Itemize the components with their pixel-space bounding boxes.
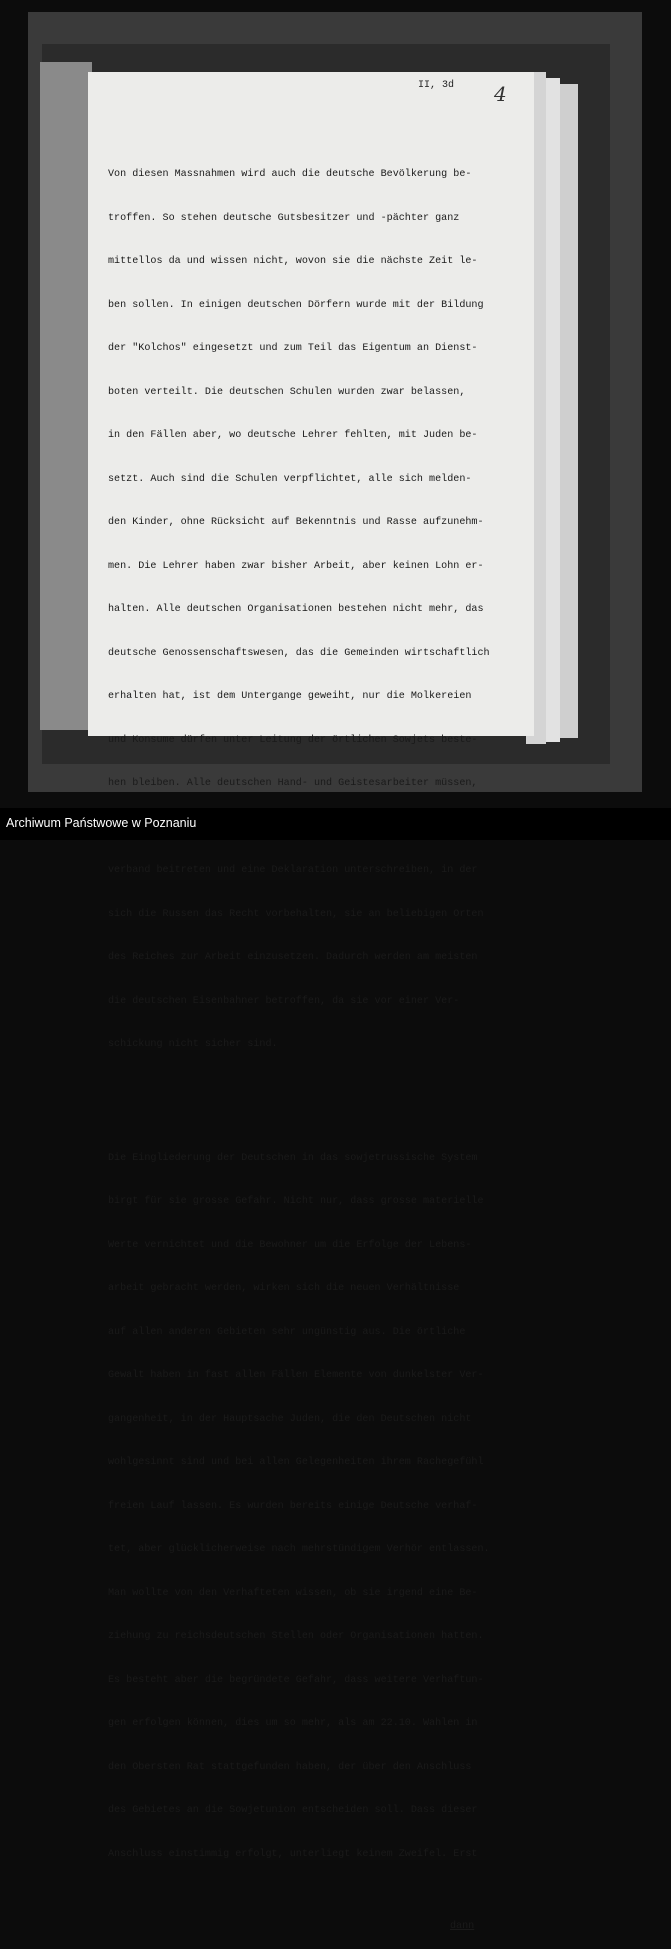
text-line: mittellos da und wissen nicht, wovon sie die nächste Zeit le- [108, 256, 478, 267]
text-line: auf allen anderen Gebieten sehr ungünstig aus. Die örtliche [108, 1326, 466, 1338]
text-line: setzt. Auch sind die Schulen verpflichtet, alle sich melden- [108, 473, 472, 485]
text-line: sich die Russen das Recht vorbehalten, sie an beliebigen Orten [108, 908, 484, 920]
text-line: arbeit gebracht werden, wirken sich die neuen Verhältnisse [108, 1283, 460, 1294]
text-line: Werte vernichtet und die Bewohner um die Erfolge der Lebens- [108, 1239, 472, 1251]
text-line: Gewalt haben in fast allen Fällen Elemente von dunkelster Ver- [108, 1370, 484, 1381]
text-line: freien Lauf lassen. Es wurden bereits einige Deutsche verhaf- [108, 1500, 478, 1512]
text-line: troffen. So stehen deutsche Gutsbesitzer und -pächter ganz [108, 212, 460, 224]
text-line: Es besteht aber die begründete Gefahr, dass weitere Verhaftun- [108, 1674, 484, 1686]
text-line: tet, aber glücklicherweise nach mehrstündigem Verhör entlassen. [108, 1544, 490, 1555]
text-line: deutsche Genossenschaftswesen, das die Gemeinden wirtschaftlich [108, 647, 490, 659]
text-line: Anschluss einstimmig erfolgt, unterliegt keinem Zweifel. Erst [108, 1848, 478, 1860]
text-line: Von diesen Massnahmen wird auch die deutsche Bevölkerung be- [108, 169, 472, 180]
paragraph-2 [108, 1123, 528, 1892]
text-line: gangenheit, in der Hauptsache Juden, die den Deutschen nicht [108, 1413, 472, 1425]
text-line: boten verteilt. Die deutschen Schulen wurden zwar belassen, [108, 386, 466, 398]
text-line: und Konsume dürfen unter Leitung der örtlichen Sowjets beste- [108, 734, 478, 746]
text-line: wohlgesinnt sind und bei allen Gelegenheiten ihrem Rachegefühl [108, 1457, 484, 1468]
folio-reference: II, 3d [418, 80, 455, 91]
text-line: der "Kolchos" eingesetzt und zum Teil das Eigentum an Dienst- [108, 343, 478, 354]
text-line: erhalten hat, ist dem Untergange geweiht, nur die Molkereien [108, 691, 472, 702]
text-line: hen bleiben. Alle deutschen Hand- und Geistesarbeiter müssen, [108, 778, 478, 789]
archive-credit: Archiwum Państwowe w Poznaniu [6, 816, 197, 830]
text-line: ben sollen. In einigen deutschen Dörfern wurde mit der Bildung [108, 299, 484, 311]
text-line: des Reiches zur Arbeit einzusetzen. Dadurch werden am meisten [108, 952, 478, 963]
text-line: gen erfolgen können, dies um so mehr, als am 22.10. Wahlen in [108, 1718, 478, 1729]
text-line: birgt für sie grosse Gefahr. Nicht nur, dass grosse materielle [108, 1196, 484, 1207]
text-line: verband beitreten und eine Deklaration unterschreiben, in der [108, 865, 478, 876]
text-line: den Kinder, ohne Rücksicht auf Bekenntnis und Rasse aufzunehm- [108, 517, 484, 528]
text-line: Man wollte von den Verhafteten wissen, ob sie irgend eine Be- [108, 1587, 478, 1599]
document-body [108, 110, 528, 1949]
text-line: den Obersten Rat stattgefunden haben, der über den Anschluss [108, 1761, 472, 1773]
left-binding-strip [40, 62, 92, 730]
text-line: schickung nicht sicher sind. [108, 1039, 278, 1050]
handwritten-page-number: 4 [494, 82, 507, 106]
text-line: in den Fällen aber, wo deutsche Lehrer fehlten, mit Juden be- [108, 430, 478, 441]
text-line: des Gebietes an die Sowjetunion entscheiden soll. Dass dieser [108, 1805, 478, 1816]
text-line: Die Eingliederung der Deutschen in das sowjetrussische System [108, 1152, 478, 1164]
text-line: halten. Alle deutschen Organisationen bestehen nicht mehr, das [108, 604, 484, 615]
text-line: ziehung zu reichsdeutschen Stellen oder Organisationen hatten. [108, 1631, 484, 1642]
text-line: men. Die Lehrer haben zwar bisher Arbeit, aber keinen Lohn er- [108, 560, 484, 572]
catchword: dann [450, 1921, 475, 1932]
paragraph-1 [108, 139, 528, 1082]
text-line: die deutschen Eisenbahner betroffen, da sie vor einer Ver- [108, 995, 460, 1007]
